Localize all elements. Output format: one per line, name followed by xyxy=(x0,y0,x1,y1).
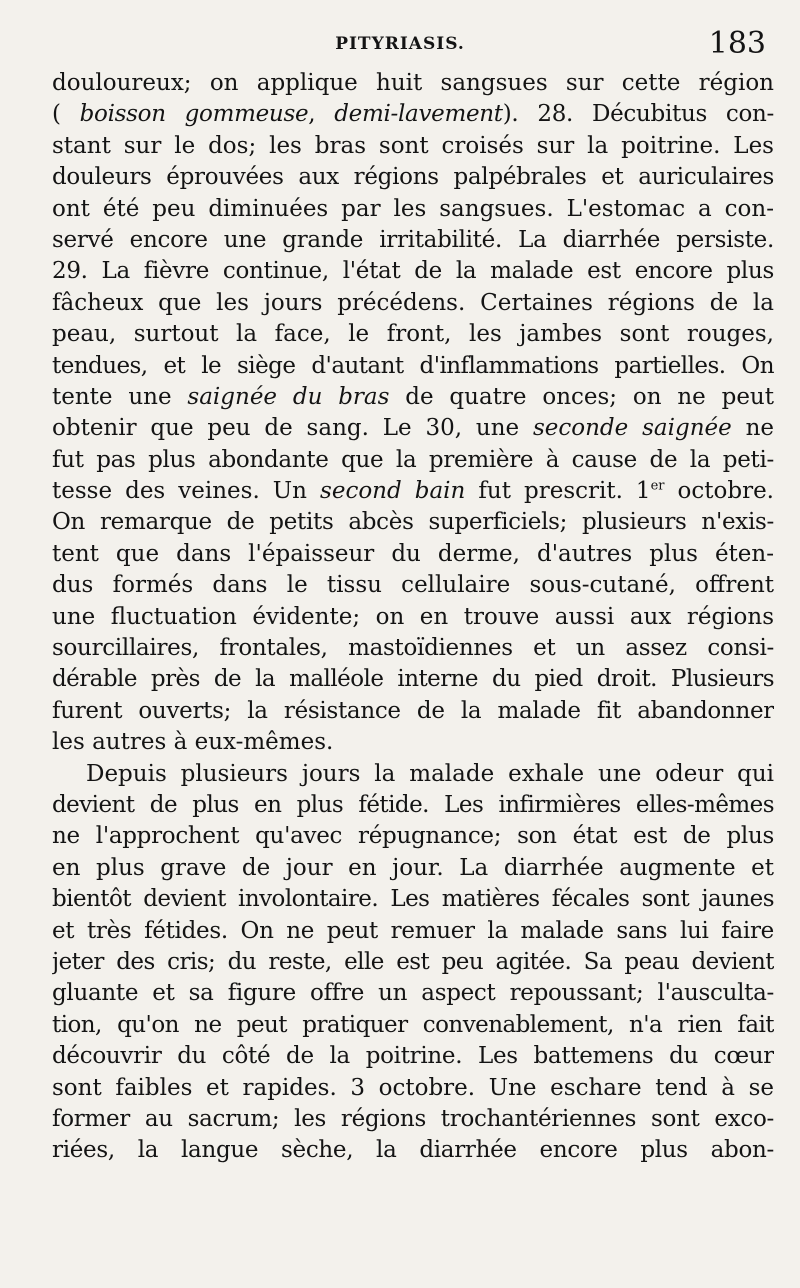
text-line: gluante et sa figure offre un aspect repoussant; l'ausculta- xyxy=(52,980,774,1007)
text-line: 29. La fièvre continue, l'état de la malade est encore plus xyxy=(52,258,774,285)
text-line: ne l'approchent qu'avec répugnance; son état est de plus xyxy=(52,823,774,850)
text-line: tesse des veines. Un second bain fut prescrit. 1er octobre. xyxy=(52,478,774,505)
text-line: découvrir du côté de la poitrine. Les battemens du cœur xyxy=(52,1043,774,1070)
italic-text: boisson gommeuse xyxy=(79,101,309,128)
italic-text: second bain xyxy=(320,478,466,505)
italic-text: demi-lavement xyxy=(334,101,503,128)
text-line: On remarque de petits abcès superficiels; plusieurs n'exis- xyxy=(52,509,774,536)
text-line: et très fétides. On ne peut remuer la malade sans lui faire xyxy=(52,917,774,944)
text-line: dérable près de la malléole interne du pied droit. Plusieurs xyxy=(52,666,774,693)
text-line: tente une saignée du bras de quatre onces; on ne peut xyxy=(52,383,774,410)
text-line: les autres à eux-mêmes. xyxy=(52,729,334,756)
text-line: dus formés dans le tissu cellulaire sous-cutané, offrent xyxy=(52,572,774,599)
text-line: Depuis plusieurs jours la malade exhale une odeur qui xyxy=(86,760,774,787)
text-line: former au sacrum; les régions trochantériennes sont exco- xyxy=(52,1105,774,1132)
text-line: obtenir que peu de sang. Le 30, une seconde saignée ne xyxy=(52,415,774,442)
text-line: tent que dans l'épaisseur du derme, d'autres plus éten- xyxy=(52,540,774,567)
text-line: tendues, et le siège d'autant d'inflammations partielles. On xyxy=(52,352,774,379)
text-line: sourcillaires, frontales, mastoïdiennes et un assez consi- xyxy=(52,635,774,662)
italic-text: saignée du bras xyxy=(187,383,390,410)
text-line: ( boisson gommeuse, demi-lavement). 28. Décubitus con- xyxy=(52,101,774,128)
page-number: 183 xyxy=(708,26,766,61)
text-line: stant sur le dos; les bras sont croisés sur la poitrine. Les xyxy=(52,132,774,159)
running-title: PITYRIASIS. xyxy=(335,34,465,54)
body-text xyxy=(52,68,774,1167)
text-line: furent ouverts; la résistance de la malade fit abandonner xyxy=(52,697,774,724)
text-line: douloureux; on applique huit sangsues sur cette région xyxy=(52,70,774,96)
running-head xyxy=(0,26,800,64)
text-line: devient de plus en plus fétide. Les infirmières elles-mêmes xyxy=(52,791,774,818)
text-line: une fluctuation évidente; on en trouve aussi aux régions xyxy=(52,603,774,630)
text-line: servé encore une grande irritabilité. La diarrhée persiste. xyxy=(52,226,774,253)
text-line: tion, qu'on ne peut pratiquer convenablement, n'a rien fait xyxy=(52,1011,774,1038)
italic-text: seconde saignée xyxy=(532,415,732,442)
text-line: fâcheux que les jours précédens. Certaines régions de la xyxy=(52,289,774,316)
text-line: sont faibles et rapides. 3 octobre. Une eschare tend à se xyxy=(52,1074,774,1101)
text-line: peau, surtout la face, le front, les jambes sont rouges, xyxy=(52,321,774,348)
superscript: er xyxy=(650,478,665,494)
text-line: en plus grave de jour en jour. La diarrhée augmente et xyxy=(52,854,774,881)
text-line: bientôt devient involontaire. Les matières fécales sont jaunes xyxy=(52,886,774,913)
text-line: douleurs éprouvées aux régions palpébrales et auriculaires xyxy=(52,164,774,191)
text-line: jeter des cris; du reste, elle est peu agitée. Sa peau devient xyxy=(52,948,774,975)
text-line: fut pas plus abondante que la première à cause de la peti- xyxy=(52,446,774,473)
text-line: ont été peu diminuées par les sangsues. L'estomac a con- xyxy=(52,195,774,222)
text-line: riées, la langue sèche, la diarrhée encore plus abon- xyxy=(52,1137,774,1164)
